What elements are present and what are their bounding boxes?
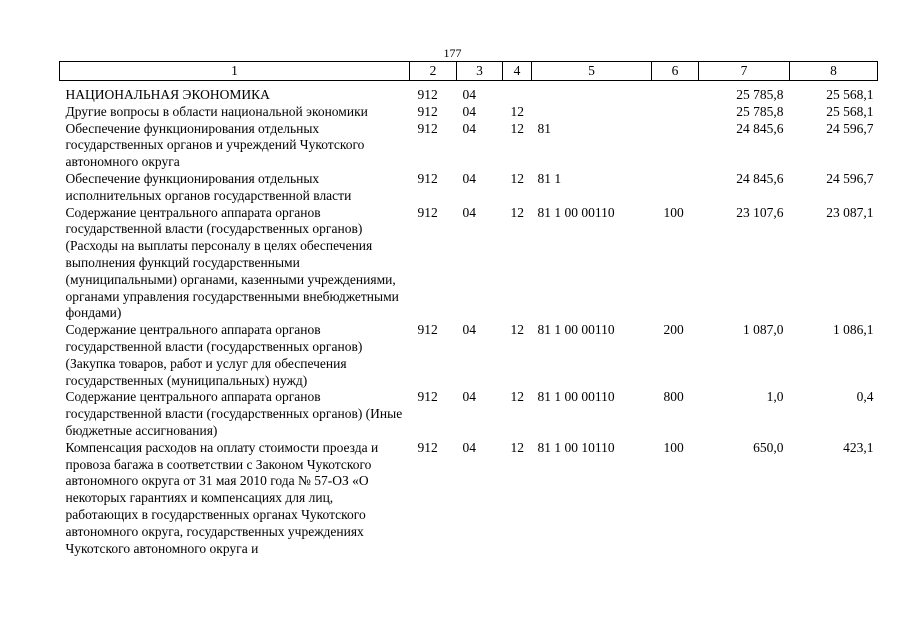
cell-subsection: 12 [510, 389, 524, 405]
cell-expense-type [652, 121, 699, 171]
cell-section: 04 [462, 170, 476, 186]
cell-expense-type [652, 81, 699, 104]
cell-section: 04 [462, 120, 476, 136]
cell-subsection: 12 [510, 103, 524, 119]
cell-amount-7: 25 785,8 [736, 87, 784, 102]
table-row [60, 121, 878, 171]
cell-amount-8: 23 087,1 [826, 204, 874, 220]
cell-amount-7: 1,0 [766, 389, 784, 405]
cell-name: Компенсация расходов на оплату стоимости проезда и провоза багажа в соответствии с Законом Чукотского автономного округа от 31 мая 2010 года № 57-ОЗ «О некоторых гарантиях и компенсациях для лиц, работающих в государственных органах Чукотского автономного округа, государственных учреждениях Чукотского автономного округа и [65, 439, 379, 556]
cell-subsection [503, 81, 532, 104]
cell-amount-7: 650,0 [753, 439, 784, 455]
table-row [60, 205, 878, 323]
cell-subsection: 12 [510, 170, 524, 186]
cell-amount-8: 25 568,1 [826, 87, 874, 102]
table-header-row [60, 62, 878, 81]
table-row [60, 81, 878, 104]
column-header: 2 [410, 62, 457, 81]
cell-amount-7: 24 845,6 [736, 170, 784, 186]
cell-name: НАЦИОНАЛЬНАЯ ЭКОНОМИКА [65, 87, 270, 102]
cell-section: 04 [462, 103, 476, 119]
cell-subsection: 12 [510, 120, 524, 136]
cell-section: 04 [462, 322, 476, 338]
cell-target-article: 81 1 [537, 170, 562, 186]
cell-target-article: 81 1 00 00110 [537, 389, 615, 405]
cell-subsection: 12 [510, 439, 524, 455]
cell-grbs: 912 [417, 103, 438, 119]
column-header: 8 [790, 62, 878, 81]
cell-amount-7: 25 785,8 [736, 103, 784, 119]
cell-section: 04 [462, 389, 476, 405]
column-header: 6 [652, 62, 699, 81]
cell-grbs: 912 [417, 322, 438, 338]
column-header: 3 [457, 62, 503, 81]
cell-grbs: 912 [417, 389, 438, 405]
table-row [60, 322, 878, 389]
table-row [60, 389, 878, 439]
cell-section: 04 [462, 439, 476, 455]
cell-grbs: 912 [417, 170, 438, 186]
cell-expense-type: 200 [663, 322, 684, 338]
column-header: 7 [699, 62, 790, 81]
cell-grbs: 912 [417, 439, 438, 455]
cell-target-article [532, 81, 652, 104]
cell-expense-type: 100 [663, 439, 684, 455]
cell-target-article: 81 1 00 00110 [537, 204, 615, 220]
cell-amount-7: 1 087,0 [743, 322, 784, 338]
cell-target-article: 81 [537, 120, 551, 136]
cell-name: Содержание центрального аппарата органов государственной власти (государственных органов) (Расходы на выплаты персоналу в целях обеспечения выполнения функций государственными (муниципальными) органами, казенными учреждениями, органами управления государственными внебюджетными фондами) [65, 204, 399, 321]
cell-expense-type [652, 104, 699, 121]
cell-name: Другие вопросы в области национальной экономики [65, 103, 368, 119]
cell-grbs: 912 [417, 87, 438, 102]
column-header: 5 [532, 62, 652, 81]
cell-expense-type: 800 [663, 389, 684, 405]
cell-amount-8: 25 568,1 [826, 103, 874, 119]
cell-amount-7: 23 107,6 [736, 204, 784, 220]
cell-amount-8: 24 596,7 [826, 120, 874, 136]
cell-name: Обеспечение функционирования отдельных исполнительных органов государственной власти [65, 170, 352, 203]
cell-target-article: 81 1 00 10110 [537, 439, 615, 455]
cell-section: 04 [462, 87, 476, 102]
cell-name: Обеспечение функционирования отдельных государственных органов и учреждений Чукотского автономного округа [65, 120, 365, 170]
column-header: 4 [503, 62, 532, 81]
cell-amount-8: 24 596,7 [826, 170, 874, 186]
table-row [60, 104, 878, 121]
cell-target-article: 81 1 00 00110 [537, 322, 615, 338]
cell-grbs: 912 [417, 120, 438, 136]
cell-amount-8: 423,1 [843, 439, 874, 455]
cell-amount-8: 0,4 [856, 389, 874, 405]
cell-grbs: 912 [417, 204, 438, 220]
budget-table [59, 61, 878, 557]
cell-subsection: 12 [510, 322, 524, 338]
cell-target-article [532, 104, 652, 121]
cell-name: Содержание центрального аппарата органов государственной власти (государственных органов) (Иные бюджетные ассигнования) [65, 389, 403, 438]
column-header: 1 [60, 62, 410, 81]
cell-name: Содержание центрального аппарата органов государственной власти (государственных органов) (Закупка товаров, работ и услуг для обеспечения государственных (муниципальных) нужд) [65, 322, 363, 388]
cell-section: 04 [462, 204, 476, 220]
table-row [60, 171, 878, 205]
cell-amount-8: 1 086,1 [833, 322, 874, 338]
cell-subsection: 12 [510, 204, 524, 220]
cell-expense-type [652, 171, 699, 205]
cell-amount-7: 24 845,6 [736, 120, 784, 136]
page-number: 177 [443, 46, 462, 60]
table-row [60, 440, 878, 558]
cell-expense-type: 100 [663, 204, 684, 220]
